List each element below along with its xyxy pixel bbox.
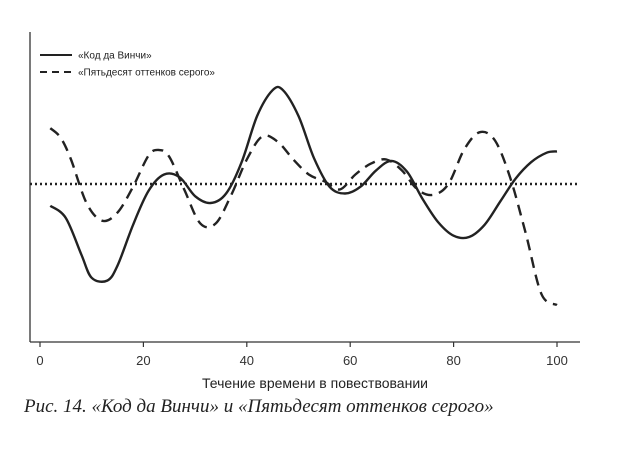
legend-label-1: «Код да Винчи» [78,50,152,62]
x-tick-label: 80 [446,353,461,368]
x-tick-label: 60 [342,353,358,368]
figure-caption: Рис. 14. «Код да Винчи» и «Пятьдесят оттенков серого» [24,396,494,417]
x-tick-label: 40 [239,353,255,368]
series-layer [50,87,557,305]
x-axis-label: Течение времени в повествовании [202,375,428,391]
legend-label-2: «Пятьдесят оттенков серого» [78,67,215,79]
series-line-2 [50,128,557,305]
x-tick-label: 100 [546,353,568,368]
x-ticks [36,342,567,368]
legend [40,51,215,79]
x-tick-label: 0 [36,353,44,368]
chart-axes [30,32,580,342]
x-tick-label: 20 [136,353,151,368]
